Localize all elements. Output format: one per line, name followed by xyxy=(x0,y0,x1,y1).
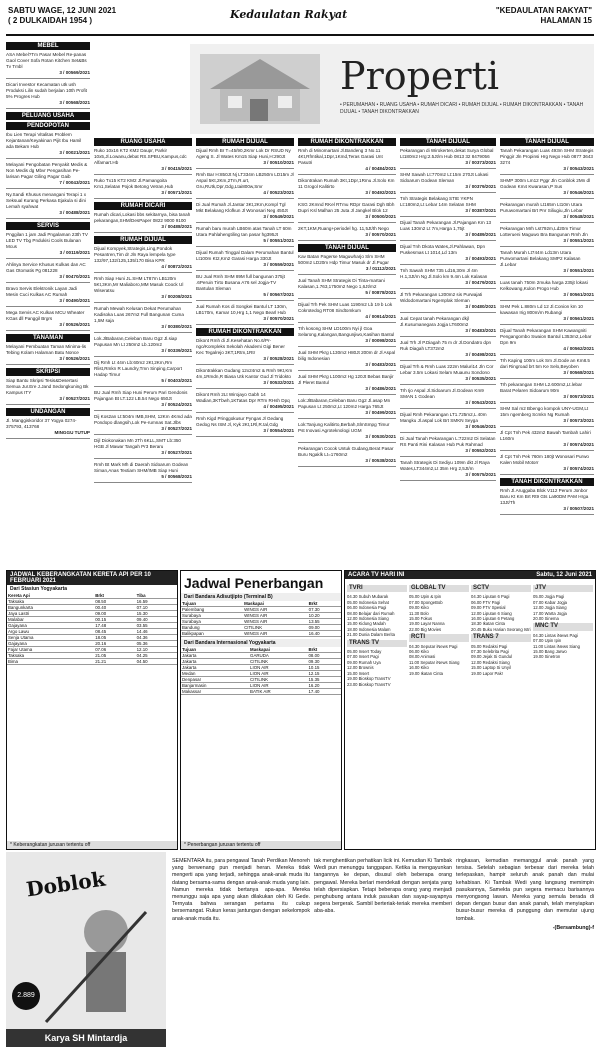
classified-ad: Rmh Jl.Aruggaba Blok V112 Perum Jonbor Baru Kt Km Brt Rt9 Gts La90DM PAM Hrga 13Jt/Th 3 / 00507/2021 xyxy=(500,488,594,515)
section-head: RUANG USAHA xyxy=(94,138,192,146)
tv-column-3: SCTV 04.30 Liputan 6 Pagi 06.00 FTV Pagi 09.00 FTV Spesial 12.00 Liputan 6 Siang 16.00 Liputan 6 Petang 18.30 Ikatan Cinta 20.45 Buku Harian Seorang Istri TRANS 7 05.00 Redaksi Pagi 07.30 Selebrita Pagi 09.00 Jejak Si Gundul 12.00 Redaksi Siang 15.00 Laptop Si Unyil 19.00 Lapor Pak! xyxy=(471,585,531,676)
classified-ad: Siap Bantu Skripsi Tesis&Desertasi Semua Jur.Ere J.Jand Sedongkuning Bk Kampus ITY 3 / 00527/2021 xyxy=(6,378,90,405)
flight-subtitle-2: Dari Bandara Internasional Yogyakarta xyxy=(181,639,341,647)
classified-ad: Pekarangan Mrh Lst792m,Ld20m Timur Lotterueni Maguwo Bra Bangunan Rmh Jln 3 / 00551/2021 xyxy=(500,226,594,247)
classified-column-2 xyxy=(196,136,294,566)
classified-ad: Dijual Kompyek,Strategis,Ling,Pondok Pesantren,Tim dr Jln Raya lempela type 132/97,132/125,135/170 Bisa KPR 4 / 00872/2021 xyxy=(94,246,192,273)
classified-ad: Trh Ijo Aspal Jl.Sidoarum Jl.Godean Km9 SMAN 1 Godean 3 / 00543/2021 xyxy=(400,388,496,409)
flight-title: Jadwal Penerbangan xyxy=(184,575,324,591)
train-title: JADWAL KEBERANGKATAN KERETA API PER 10 FEBRUARI 2021 xyxy=(7,571,177,585)
table-row: Gajayana 17.48 03.55 xyxy=(7,623,177,629)
classified-ad: Rumah baru murah LB60m atas Tanah LT 60m Utara Pahlahengtiling tan pasar hg395Jt 5 / 00551/2021 xyxy=(196,226,294,247)
table-row: Senja Utama 18.05 04.36 xyxy=(7,635,177,641)
classified-ad: Dijual Rmh Pekarangan LT1.725m2,L 40m Mangku Jl.aspal Lok Brt SMKN Seyga 3 / 00546/2021 xyxy=(400,412,496,433)
table-row: Jakarta CITILINK 09.30 xyxy=(181,659,341,665)
train-table: Kereta Api Brkt Tiba Taksaka 08.50 16.59 Bangunkarta 00.40 07.10 Jaya Lastri 09.00 15.30 Malabar 00.15 09.40 Gajayana 17.48 03.55 Argo Lawu 08.45 14.46 Senja Utama 18.05 04.36 Gajayana 20.16 05.36 Fajar Utama 07.06 12.10 Taksaka 21.05 04.25 Bima 21.21 04.50 xyxy=(7,593,177,665)
table-row: Taksaka 08.50 16.59 xyxy=(7,599,177,605)
section-head: TANAH DIJUAL xyxy=(400,138,496,146)
classified-column-3 xyxy=(298,136,396,566)
classified-ad: Jual Trh Jl P.Diagah 75 m dr Jl.Dondatro dpn Ruk Diagah LT372m2 3 / 00498/2021 xyxy=(400,340,496,361)
table-row: Fajar Utama 07.06 12.10 xyxy=(7,647,177,653)
table-row: Palembang WINGS AIR 07.30 xyxy=(181,607,341,613)
section-head-tanaman: TANAMAN xyxy=(6,334,90,342)
serial-sign-off: -(Bersambung)-f xyxy=(552,924,594,931)
flight-table-2: Tujuan Maskapai Brkt Jakarta GARUDA 08.00 Jakarta CITILINK 09.30 Jakarta LION AIR 10.15 Medan LION AIR 12.15 Denpasar CITILINK 15.35 Banjarmasin LION AIR 16.20 Makassar BATIK AIR 17.40 xyxy=(181,647,341,695)
classified-ad: Di Jual Rumah Jl.Jantar 3Kt,2Km,Kompl Tgl Mkt Belakang Klofkun Jl Wonosari Neg 450Jt 3 / 00549/2021 xyxy=(196,202,294,223)
table-row: Bangunkarta 00.40 07.10 xyxy=(7,605,177,611)
classified-column-1 xyxy=(94,136,192,566)
table-row: Denpasar CITILINK 15.35 xyxy=(181,677,341,683)
tv-date: Sabtu, 12 Juni 2021 xyxy=(536,572,592,578)
classified-ad: Pekarangan murah Lt165m Lt10m Utara Puruwomartani Brt Pnr Siliugiu,Jln Lebar 3 / 00548/2021 xyxy=(500,202,594,223)
train-schedule xyxy=(6,570,178,850)
classified-ad: Ruko 10x16 KT2 KM2 Daupr, Parkir 10x5,Jl.Lowanu,debat RS.SPBU,Kampus,cdc Alfamart.Hb 3 / 00415/2021 xyxy=(94,148,192,175)
classified-ad: Dijual Rmh Br T=45/90,2Kmr Lok Dr RSUD Ny Ageng S. Jl Wates Km15 Siap Huni,H:290Jt 3 / 00510/2021 xyxy=(196,148,294,169)
header-paper: "KEDAULATAN RAKYAT" xyxy=(495,6,592,15)
serial-text-col-3-body: ringkasan, kemudian memanggul anak panah yang tersisa. Setelah sebagian terbesar dari mereka telah terlepaskan, hampir seluruh anak panah dan mulai kehabisan. Ki Tambak Wedi yang langsung memimpin pasukannya, Samekta pun segera memacu barisannya menyongsong lawan. Mereka yang semula berada di depan dengan busur dan anak panah, telah menyiapkan busur-busur mereka di punggung dan memutar ujung tombak. xyxy=(456,858,594,922)
classified-ad: SHMP 300m Lm12 Pggr Jln Conblok 2Mn dl Godean Km4 Kwarasan,P Sus 3 / 00546/2021 xyxy=(500,178,594,199)
classified-column-4 xyxy=(400,136,496,566)
classified-ad: Tanah Murah Lt744m Ld13m Utara Purwomartani Belakang SMP2 Kalasan Jl.Lebar 3 / 00551/2021 xyxy=(500,250,594,277)
classified-ad: Trh Kaping 100m Lok Sm Jl.Gode an Km8.5 dari Ringroad brt 5m Ke Selo,Beyoben 3 / 00568/2021 xyxy=(500,358,594,379)
section-head: RUMAH DIKONTRAKKAN xyxy=(298,138,396,146)
classified-ad: Dicari Investor Kecamatan utk ush Produksi Lilin sudah berjalan 10th Profit 5% Progres Hub 3 / 00568/2021 xyxy=(6,82,90,109)
header-date: SABTU WAGE, 12 JUNI 2021 xyxy=(8,6,117,15)
classified-ad: Lok.JlBabaran,Celeban Baru Gg2 Jl.siap Papusan Mn Lt 250m2 Lb.120m2 3 / 00339/2021 xyxy=(94,336,192,357)
classified-ad: Rumah Mewah Kelusan Dekat Perumahan Kadisoka Luas 267m2 Full Bangunan Cuma 1,5M saja 3 / 00380/2021 xyxy=(94,306,192,333)
flight-table: Tujuan Maskapai Brkt Palembang WINGS AIR 07.30 Surabaya WINGS AIR 10.20 Surabaya WINGS AIR 13.55 Bandung CITILINK 09.00 Balikpapan WINGS AIR 16.40 xyxy=(181,601,341,637)
classified-ad: Pnggilan 1 jam Jadi Pngalaman 23th TV LED TV Tbg Pndukisi Cools Bulanan Mcus 3 / 00119/2021 xyxy=(6,232,90,259)
header-right-block xyxy=(496,6,592,26)
classified-ad: Ibu Lien Terapi Vitalitas Problem Kejantanan/Keyakinan Pijit Ibu Hamil ada Bekam Hub 3 / 00021/2021 xyxy=(6,132,90,159)
section-head: RUMAH DIJUAL xyxy=(196,138,294,146)
classified-ad: Rmh di Minomartani Jl.Bandeng 3 No.11 4Kt,Rfmtikal,1Dpr,1Kmd,Teras Garasi Unt Pasutri 4 / 00484/2021 xyxy=(298,148,396,175)
classified-ad: Pekarangan Cocok Untuk Gudang,Berat Pasar Buru Ngaklk Lt=1760m2 3 / 00538/2021 xyxy=(298,446,396,467)
classified-ad: Jl. Manggiskoridor 37 Yogya 0274-375793, 413768 MINGGU TUTUP xyxy=(6,418,90,439)
classified-ad: Ny.Sandi Khusus menangani Terapi 1 x Seksual Kurang Perkasa Ejakula si dini Lemah syahwat 3 / 00488/2021 xyxy=(6,192,90,219)
serial-text-col-2: tak menghentikan perhatikan licik ini. Kemudian Ki Tambak Wedi pun menunggu tanggapan. Ketika ia mengayunkan tangannya ke depan, disusul oleh beberapa orang pengawal. Mereka berlari mendekati dengan senjata yang telah dipersiapkan. Tetapi beberapa orang yang menjadi penghubung antara induk pasukan dan sayap-sayapnya segera bergerak. Sambil berteriak-teriak mereka memberi aba-aba. xyxy=(314,858,452,915)
classified-ad: Lok:JlBabaran,Celeban Baru Gg2 Jl.asap Mn Papusan Lt 250m2,Lt 120m2 Harga 765Jt 3 / 00499/2021 xyxy=(298,398,396,419)
classified-ad: Di Jual Tanah Pekarangan L:722m2 Di Selatan RS Panti Rini Kalasan Hub Puk Rahmad 3 / 00552/2021 xyxy=(400,436,496,457)
classified-ad: Jual Tanah SHM Strategis Di Tinta-martani Kalasan,1.763,1750m2 Nego 1,6Jt/m2 5 / 00878/2021 xyxy=(298,278,396,299)
flight-subtitle: Dari Bandara Adisutjipto (Terminal B) xyxy=(181,593,341,601)
classified-ad: BU Jual Rmh SHM 89M full bangunan 375jt .6Peruin Tirto Busana A76 sel Jogja-TV Bantulan Sleman 5 / 00567/2021 xyxy=(196,274,294,301)
classified-ad: Melayani Pembuatan Taman Minima-lis Tebing Kolam Halaman Batu Nonce 3 / 00526/2021 xyxy=(6,344,90,365)
classified-ad: Kav Batan Pagerse Maguwharjo Slm SHM 500m2 LD20m Hdp Timur Masuk dr Jl.Pugar 3 / 01112/2021 xyxy=(298,254,396,275)
table-row: Jaya Lastri 09.00 15.30 xyxy=(7,611,177,617)
serial-author: Karya SH Mintardja xyxy=(6,1029,166,1047)
flight-caption: * Penerbangan jurusan tertentu off xyxy=(181,841,341,849)
classified-ad: Jual SHM Pkrg L130m2 H80Jt 200m dr Jl Aspal bilig Indonesian 3 / 00483/2021 xyxy=(298,350,396,371)
classified-ad: 2KT,1KM,Ruang+periodel hg. 11,5Jt/th Nego 3 / 00570/2021 xyxy=(298,226,396,241)
header-hijri: ( 2 DULKAIDAH 1954 ) xyxy=(8,16,93,25)
classified-ad: Lok:Tanjung Kalitirto,Berbah,SlmSmpg Timur Pst Inovasi Agroteknologi UGM 3 / 00530/2021 xyxy=(298,422,396,443)
table-row: Surabaya WINGS AIR 13.55 xyxy=(181,619,341,625)
classified-ad: Trh pekarangan SHM L2.600m2,Lt.lebar Barat Pelaren Sidoarum 90m 3 / 00573/2021 xyxy=(500,382,594,403)
classified-ad: Dijual Tnh Dkota Wates,Jl.Pahlawan, Dpn Puskesmas Lt 1014,Ld 13m 3 / 00493/2021 xyxy=(400,244,496,265)
classified-ad: Dijual Trh & Rmh Luas 222m Maluri14 Jln Cor Lebar 3.5m Lokasi Selam Muaunu Sondono 3 / 00535/2021 xyxy=(400,364,496,385)
classified-ad: SHM Sal m2 Bbengo kompok UNY-UGM,Lt 15m ngemberg Scmkn Ng Rumah 3 / 00573/2021 xyxy=(500,406,594,427)
classified-ad: Dikontrakkan Gudang 12x24m2 & Rmh 9Kt,Km 4m,1Rmdn,R Biasa Utk Kantor Gud Jl Tridokto 3 / 00532/2021 xyxy=(196,368,294,389)
classified-ad: Mega Servis AC Kulkas MCU Wheater KGas dll Panggil Brgrs 3 / 00526/2021 xyxy=(6,310,90,331)
serial-text-col-3 xyxy=(456,858,594,932)
property-title: Properti xyxy=(340,54,500,98)
left-classified-column xyxy=(6,40,90,560)
classified-ad: Dijual Tanah Pekarangan SHM Kawangniti Pengangombo Swaion Bantul L353m2,Lebar Dpn 9m 4 / 00562/2021 xyxy=(500,328,594,355)
classified-ad: Rmh Bar H:850Jt Nj LT334m LB250m LD15m Jl Aspal 5Kt,2Km,2Tm,R.urt, Gru,RUtk,Dpr,Gdg,Ltai800w,Smr 4 / 00523/2021 xyxy=(196,172,294,199)
classified-ad: Rmh Kigd Pringgokusur Pyngas Jl Gedang Gedog Ns ISM Jl, Kyk 2Kt,1Rl,R.tal,Gdg 3 / 00554/2021 xyxy=(196,416,294,437)
classified-ad: Dij Kos2an Lt:504m IMB,SHM, 12Km 4Kmd ada Pondopo dlangsih,Lok Pe-rumnas Sat.Jlbs 3 / 00527/2021 xyxy=(94,414,192,435)
classified-ad: BU Jual Rmh Siap Huni Perum Pari Gendonis Pajangan Bt LT.122 LB.54 Nego 650Jt 3 / 00524/2021 xyxy=(94,390,192,411)
classified-ad: Dikont Rmh di Jl.Kesehatan No.6/Pr-ngo/Kompleks Sekolah Akademi Gigi Bener Kec Tegalrejo 3KT,1Rtm,1Rtr 3 / 00528/2021 xyxy=(196,338,294,365)
tv-schedule xyxy=(344,570,596,850)
header-rule xyxy=(6,34,594,36)
classified-ad: Ahlinya Service Khusus Kulkas dan AC Gas Otomatis Pg 081228 3 / 00470/2021 xyxy=(6,262,90,283)
classified-ad: Jl Trh Pekarangan L200m2 sis Purwajati Widodomartani Ngemplak Sleman 3 / 00480/2021 xyxy=(400,292,496,313)
classified-ad: Bravo Servis Elektronik Layan Jadi Mesin Cuci Kulkas AC Rumah 3 / 00490/2021 xyxy=(6,286,90,307)
table-row: Banjarmasin LION AIR 16.20 xyxy=(181,683,341,689)
table-row: Bandung CITILINK 09.00 xyxy=(181,625,341,631)
classified-ad: Jual SHM Pkrg L100m2 Hg 120Jt Bebas Banjir Jl Pleret Bantul 3 / 00486/2021 xyxy=(298,374,396,395)
classified-ad: Trh kosong SHM LD100m Nyi jl Goa Selarong,Kalangan,Bangunjiwo,Kasihan Bantul 3 / 00098/2021 xyxy=(298,326,396,347)
classified-ad: Dijual Tanah Pekarangan Jl.Pajangan Km 13 Luas 130m2 Lt 7m,Harga 1,75jt 3 / 00489/2021 xyxy=(400,220,496,241)
tv-column-1: TVRI 04.30 Subuh Mubarak 05.00 Indonesia Sehat 06.00 Indonesia Pagi 08.00 Belajar dari Rumah 12.00 Indonesia Siang 15.00 Kidung Madah 18.00 Indonesia Malam 21.00 Dunia Dalam Berita TRANS TV 05.00 Insert Today 07.00 Insert Pagi 09.00 Rumah Uya 12.00 Brownis 15.00 Insert 19.00 Bioskop TransTV 23.00 Bioskop TransTV xyxy=(347,583,407,847)
section-head-undangan: UNDANGAN xyxy=(6,408,90,416)
classified-ad: ASA Mebel?Tm Pasar Mebel Re-panas Gaol Cover Sofa Rotan Kitchen Set&Bs Tv Tmbl 3 / 00569/2021 xyxy=(6,52,90,79)
classified-ad: Jual Cepat tanah Pekarangan dkjl Jl.Kusumanegara Jogja LT600m2 3 / 00483/2021 xyxy=(400,316,496,337)
classified-ad: Tanah Pekarangan Luas 493m SHM Strategis Pinggir Jln Propinsi Hrg Nego Hub 0877 3643 3274 3 / 00543/2021 xyxy=(500,148,594,175)
classified-ad: Jl Cpt Tnh Pek 432m2 Bawah Tambah Lahiri L160m 3 / 00574/2021 xyxy=(500,430,594,451)
table-row: Jakarta GARUDA 08.00 xyxy=(181,653,341,659)
tv-title: ACARA TV HARI INI xyxy=(348,572,405,578)
classified-ad: Dijual Rumah Tinggal Dalam Perumahan Bantul Lt100m Kt2,Km2 Garasi Harga 330Jt 3 / 00559/2021 xyxy=(196,250,294,271)
serial-title: Doblok xyxy=(24,866,107,902)
section-head-skripsi: SKRIPSI xyxy=(6,368,90,376)
table-row: Surabaya WINGS AIR 10.20 xyxy=(181,613,341,619)
table-row: Medan LION AIR 12.15 xyxy=(181,671,341,677)
table-row: Bima 21.21 04.50 xyxy=(7,659,177,665)
section-head: RUMAH DIKONTRAKKAN xyxy=(196,328,294,336)
table-row: Argo Lawu 08.45 14.46 xyxy=(7,629,177,635)
classified-ad: KSG 2Kmnd RKel RTmu RDpr Garasi Dgh Bbh Dupri Ksl Malhan 25 Juta Jl Jangkel Blok 12 3 / 00500/2021 xyxy=(298,202,396,223)
table-row: Makassar BATIK AIR 17.40 xyxy=(181,689,341,695)
flight-schedule xyxy=(180,570,342,850)
tv-column-4: JTV 05.00 Jogja Pagi 07.00 Kabar Jogja 12.00 Jogja Siang 17.00 Warta Jogja 20.00 Sinema MNC TV 04.30 Lintas iNews Pagi 07.00 Upin Ipin 11.00 Lintas iNews Siang 15.00 Bang Jarwo 19.00 Sinetron xyxy=(533,583,593,847)
section-head: RUMAH DIJUAL xyxy=(94,236,192,244)
classified-ad: SHM Pek L.880m Ld 12 Jl.Conion km 10 kawasan Irig 800m/m Rubangi 3 / 00561/2021 xyxy=(500,304,594,325)
classified-ad: Pekarangan di Wirokerten,dekat Surya Global Lt180m2 Hrg:2.5Jt/m Hub 0813 32 8479056 3 / 00373/2021 xyxy=(400,148,496,169)
section-head: TANAH DIKONTRAKKAN xyxy=(500,478,594,486)
serial-text-col-1: SEMENTARA itu, para pengawal Tanah Perdikan Menoreh yang berwenang pun menjadi heran. Mereka tidak mengerti apa yang terjadi, sehingga anak-anak muda itu datang bersama-sama dengan anak-anak muda yang lain. Namun mereka tidak bertanya apa-apa. Mereka menunggu saja apa yang akan dilakukan oleh Ki Gede. Ternyata bahwa serangan pertama itu cukup bersemangat. Rukun keras jantungan dengan sekelompok anak-anak muda itu. xyxy=(172,858,310,922)
classified-ad: Dijual Trh Pek SHM Luas 1190m2 Lb 19 b Lok Cokrotedog RT08 Sindtomkum 4 / 00914/2021 xyxy=(298,302,396,323)
table-row: Balikpapan WINGS AIR 16.40 xyxy=(181,631,341,637)
classified-ad: Jual Rumah Kos di Songkei Bantul LT 130m, LB170m, Kamar 10,Hrg 1,1 Nego Bearl Hub 3 / 00570/2021 xyxy=(196,304,294,325)
classified-column-5 xyxy=(500,136,594,566)
property-categories: • PERUMAHAN • RUANG USAHA • RUMAH DICARI • RUMAH DIJUAL • RUMAH DIKONTRAKKAN • TANAH DIJUAL • TANAH DIKONTRAKKAN xyxy=(340,102,584,115)
classified-ad: Jl Cpt Tnh Pek 760m 180jt Wonosari Purwo Kalen Mobil Motorr 3 / 00574/2021 xyxy=(500,454,594,475)
masthead: Kedaulatan Rakyat xyxy=(230,8,348,21)
table-row: Taksaka 21.05 04.25 xyxy=(7,653,177,659)
classified-ad: Tanah Strategis Di Sediyu 109m dkt Jl Raya Wates,LT344m2,Lt 35m Hrg 2,5Jt/m 3 / 00575/2021 xyxy=(400,460,496,481)
tv-title-bar xyxy=(345,571,595,579)
section-head-pengobatan: PENDOPOTAN xyxy=(6,122,90,130)
classified-ad: Tnh Strategis Belakang STIE YKPN Lt:180m2,Lt Lebar 14m Selatan SHM 3 / 00387/2021 xyxy=(400,196,496,217)
section-head-mebel: MEBEL xyxy=(6,42,90,50)
classified-ad: Ruko Tx15 KT2 KM2 Jl.Pamangoita Km1,Selatan Pojok Betong Vetran,Hub 3 / 00571/2021 xyxy=(94,178,192,199)
table-row: Malabar 00.15 09.40 xyxy=(7,617,177,623)
classified-ad: Rmh Siap Huni JL.SHM LT87m LB120m 5Kt,3Km,Mr Maliaboro,MM Masuk Coock Ul Wiseratsu 3 / 00208/2021 xyxy=(94,276,192,303)
section-head: RUMAH DICARI xyxy=(94,202,192,210)
classified-ad: Dijl Diokonakan Mn 2Th 6KLL,SMT Lb:350 HGB Jl Mawar Tangah Pr3 Beraru 3 / 00527/2021 xyxy=(94,438,192,459)
section-head-servis: SERVIS xyxy=(6,222,90,230)
classified-ad: Dikontrakan Rumah 3Kt,1Dpr,1Rmu Jl.Solo Km 11 Grogol Kalitirto 3 / 00492/2021 xyxy=(298,178,396,199)
section-head-peluang: PELUANG USAHA xyxy=(6,112,90,120)
house-illustration xyxy=(200,54,320,124)
classified-ad: Rumah dicari,Lokasi bbs sekitarnya, bisa tanah pekarangan,SHM/DesPaper 0822 9000 9100 3 / 00488/2021 xyxy=(94,212,192,233)
section-head: TANAH DIJUAL xyxy=(298,244,396,252)
classified-ad: Rmh Bt Mark Mh di Daerah Sidoarum Godean Siman,Anas Textiam SHM/IMB Siap Huni 5 / 00568/2021 xyxy=(94,462,192,483)
classified-ad: Luas tanah 750m 2muka harga 235jt lokasi Kelkowang,Kulon Progo Hub 3 / 00561/2021 xyxy=(500,280,594,301)
table-row: Jakarta LION AIR 10.15 xyxy=(181,665,341,671)
episode-badge: 2.889 xyxy=(12,982,40,1010)
classified-ad: Dij Rmh Lt 44m Lb:60m2 2Kt,2Km,Rm Rlist,Rmkn R Laundry,Tmn Sinping,Carport Hadap Timur 5 / 00403/2021 xyxy=(94,360,192,387)
serial-illustration xyxy=(6,852,166,1047)
table-row: Gajayana 20.16 05.36 xyxy=(7,641,177,647)
train-caption: * Keberangkatan jurusan tertentu off xyxy=(7,841,177,849)
header-page: HALAMAN 15 xyxy=(540,16,592,25)
section-head: TANAH DIJUAL xyxy=(500,138,594,146)
tv-column-2: GLOBAL TV 05.00 Upin & Ipin 07.00 SpongeBob 09.00 Kiko 11.30 Bolo 15.00 Fokus 19.00 Layar Nanna 22.00 Big Movies RCTI 04.30 Seputar iNews Pagi 06.00 Kiko 08.00 Animasi 11.00 Seputar iNews Siang 16.00 Kiko 19.00 Ikatan Cinta xyxy=(409,583,469,847)
classified-ad: Melayani Pengobatan Penyakit Medis & Non Medis dg Mbvr Pengasihan Pe-larisan Pagar Giling Pagar Gaib 7 / 00043/2021 xyxy=(6,162,90,189)
classified-ad: Tnh Sawah SHM 735 Ld16,30m Jl 4m H.1,3Jt/m Ng Jl.Solo km 9.4m Lok Kalasan 3 / 00479/2021 xyxy=(400,268,496,289)
header-date-block xyxy=(8,6,116,26)
property-banner xyxy=(190,44,594,134)
train-subtitle: Dari Stasiun Yogyakarta xyxy=(10,586,68,592)
house-icon xyxy=(200,54,320,124)
classified-ad: SHM Sawah Lt:770m2 Lt:15m 270Jt Lokasi Sidoarum Godean Sleman 3 / 00379/2021 xyxy=(400,172,496,193)
classified-ad: Dikont Rmh 2Lt Wirojayo Gabh 14 Wadian,3KTbwh,1KTatas Dpr RTm RHsh Dpq 4 / 00495/2021 xyxy=(196,392,294,413)
